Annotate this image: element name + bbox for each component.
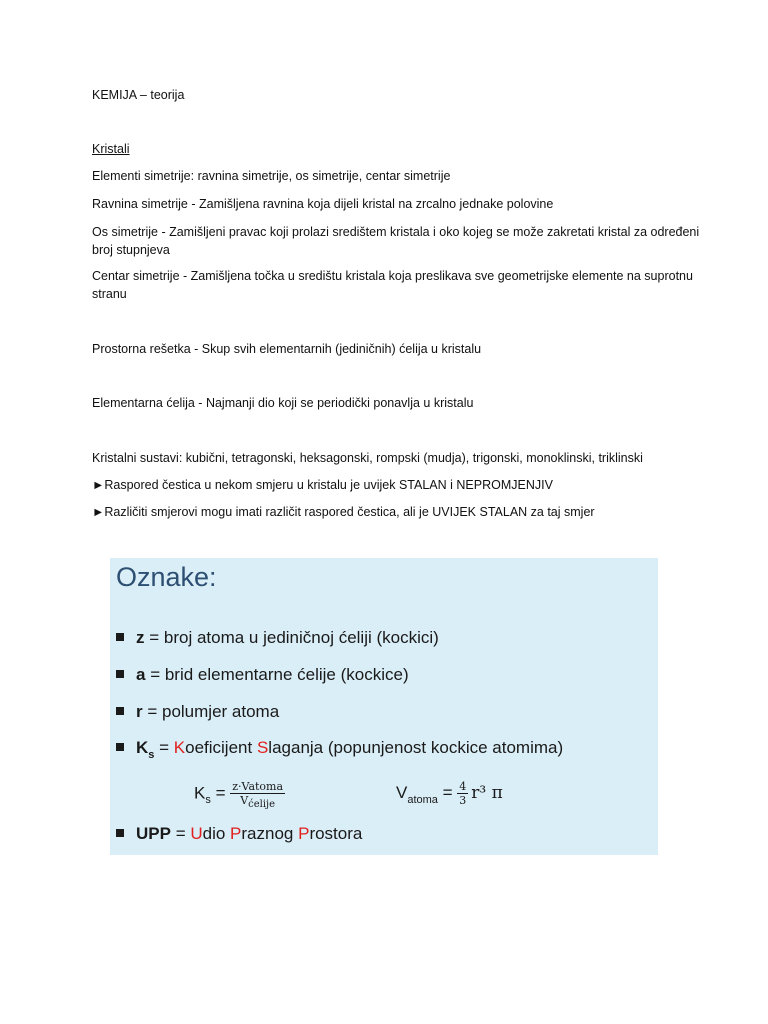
text-line: Prostorna rešetka - Skup svih elementarnih (jediničnih) ćelija u kristalu (92, 342, 482, 356)
square-bullet-icon (116, 829, 124, 837)
figure-title: Oznake: (116, 562, 217, 592)
list-item-r: r = polumjer atoma (116, 702, 279, 722)
list-item-upp: UPP = Udio Praznog Prostora (116, 824, 362, 844)
list-item-ks: $K_s$ = Koeficijent Slaganja (popunjenost kockice atomima) (116, 738, 563, 758)
square-bullet-icon (116, 707, 124, 715)
text-line: Elementi simetrije: ravnina simetrije, os simetrije, centar simetrije (92, 169, 451, 183)
fraction: $\frac{\text{z·Vatoma}}{\text{Vćelije}}$ (232, 780, 284, 810)
text-paragraph: Os simetrije - Zamišljeni pravac koji prolazi središtem kristala i oko kojeg se može zakretati kristal za određeni broj stupnjeva (92, 225, 700, 257)
ks-formula: $K_s$ = $\frac{\text{z·Vatoma}}{\text{Vćelije}}$ (194, 780, 284, 810)
text-line: ►Različiti smjerovi mogu imati različit raspored čestica, ali je UVIJEK STALAN za taj smjer (92, 505, 595, 519)
vatoma-formula: $V_{atoma}$ = $\frac{4}{3}$ r³ π (396, 780, 503, 807)
doc-title: KEMIJA – teorija (92, 88, 185, 102)
fraction: $\frac{4}{3}$ (459, 780, 467, 807)
text-line: Kristalni sustavi: kubični, tetragonski, heksagonski, rompski (mudja), trigonski, monoklinski, triklinski (92, 451, 643, 465)
text-line: Elementarna ćelija - Najmanji dio koji se periodički ponavlja u kristalu (92, 396, 474, 410)
text-paragraph: Centar simetrije - Zamišljena točka u središtu kristala koja preslikava sve geometrijske elemente na suprotnu stranu (92, 269, 693, 301)
square-bullet-icon (116, 633, 124, 641)
text-line: ►Raspored čestica u nekom smjeru u kristalu je uvijek STALAN i NEPROMJENJIV (92, 478, 553, 492)
section-heading: Kristali (92, 142, 130, 156)
square-bullet-icon (116, 743, 124, 751)
square-bullet-icon (116, 670, 124, 678)
list-item-a: a = brid elementarne ćelije (kockice) (116, 665, 409, 685)
oznake-figure (110, 558, 658, 855)
list-item-z: z = broj atoma u jediničnoj ćeliji (kockici) (116, 628, 439, 648)
text-line: Ravnina simetrije - Zamišljena ravnina koja dijeli kristal na zrcalno jednake polovine (92, 197, 554, 211)
